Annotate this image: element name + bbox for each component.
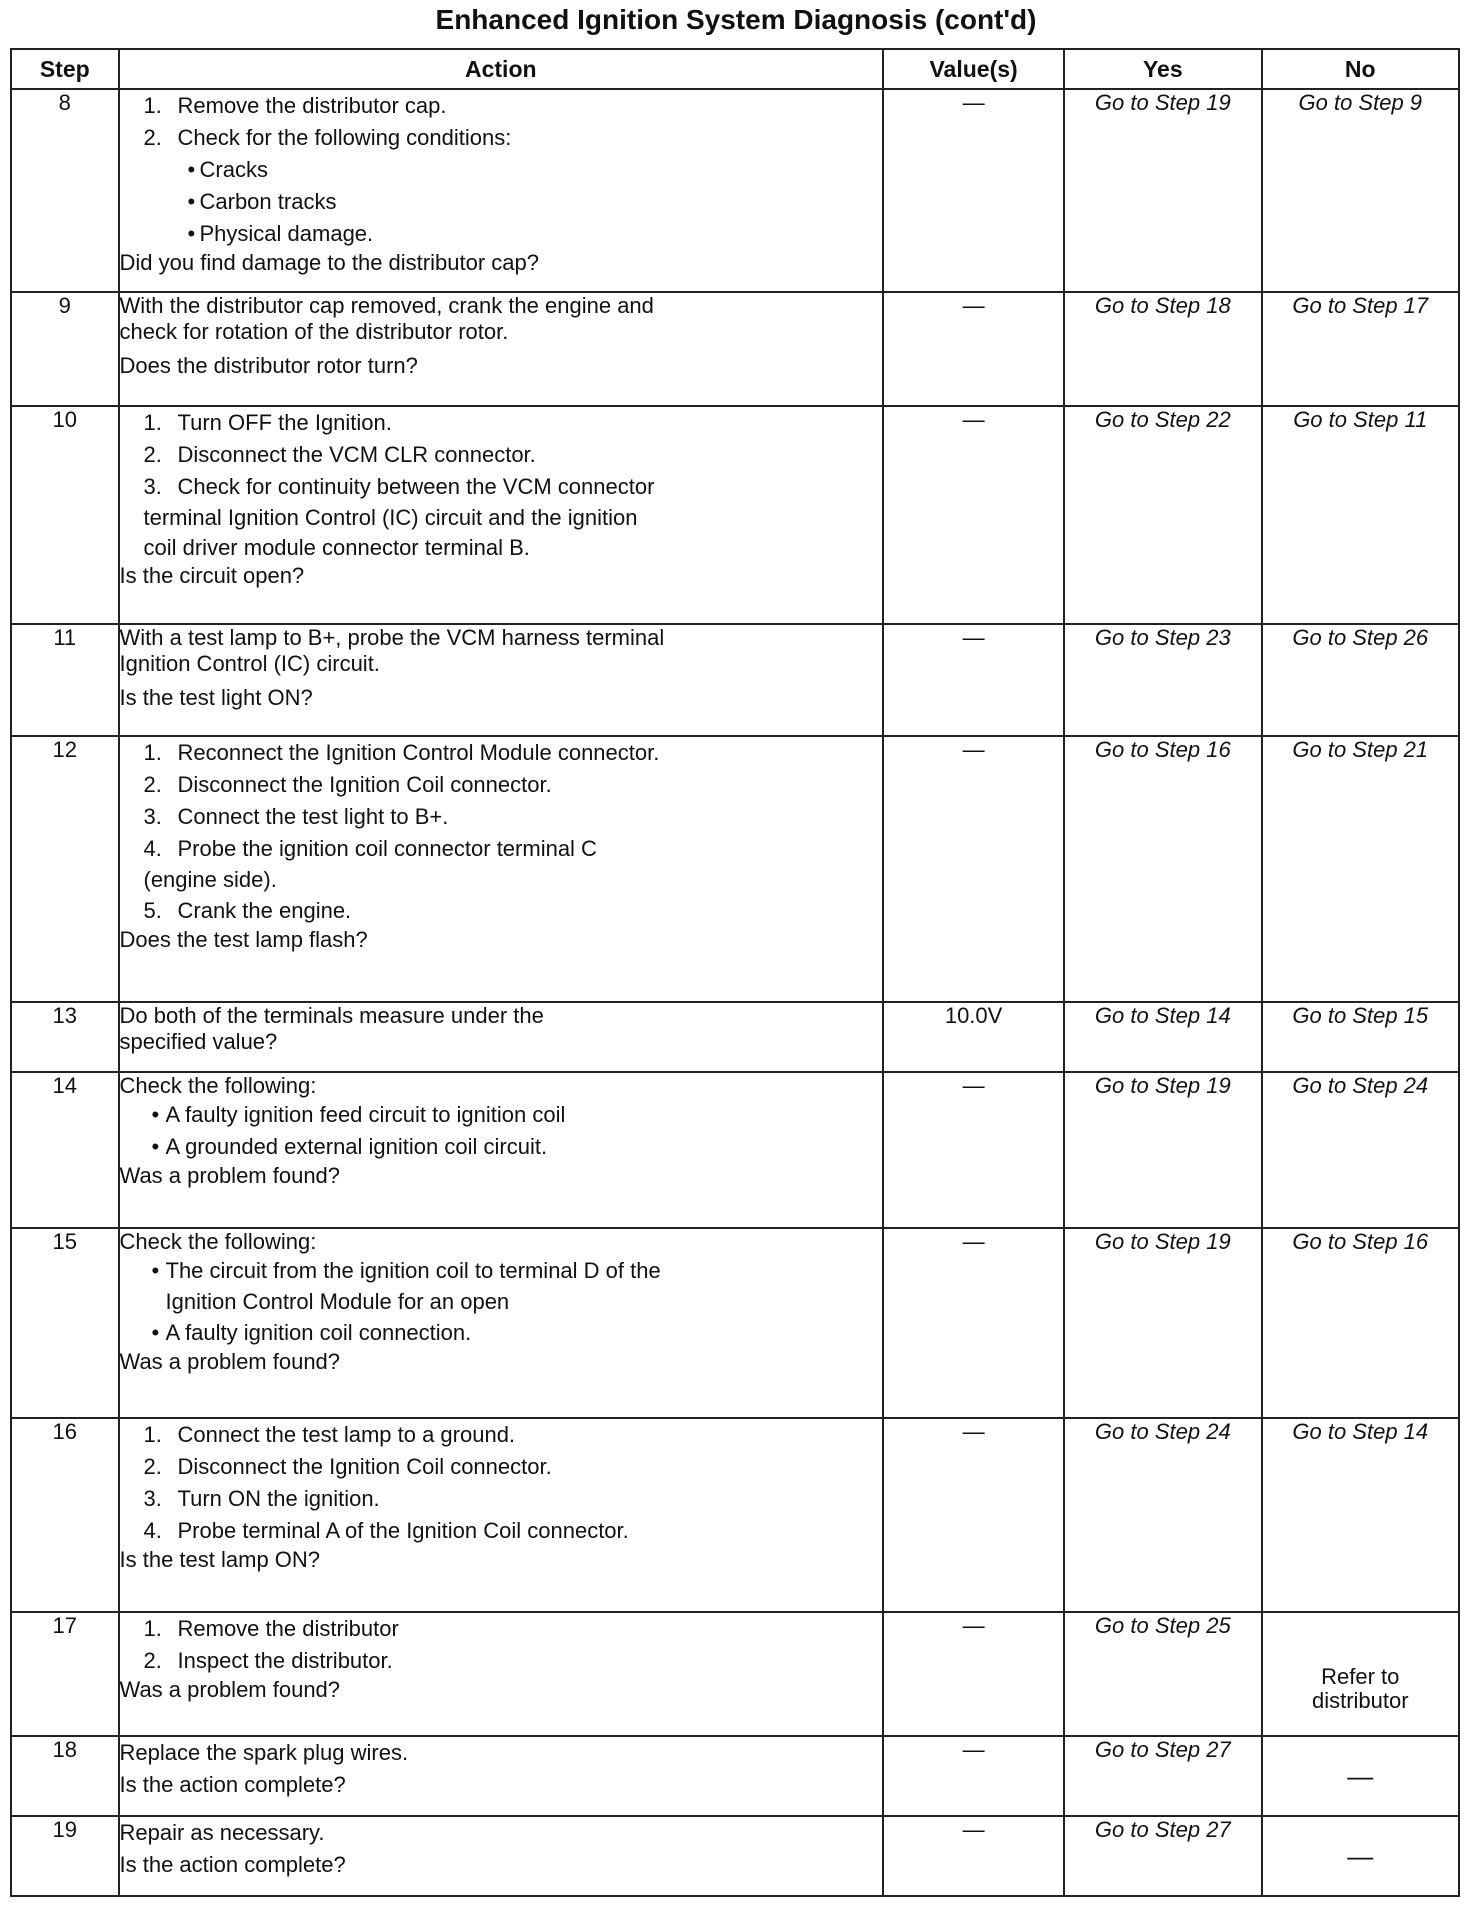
numbered-item: 4. Probe the ignition coil connector terminal C [143,836,597,861]
step-number: 16 [11,1418,119,1612]
no-cell: — [1262,1736,1459,1816]
question: Is the action complete? [119,1772,346,1797]
table-row [11,736,1459,1002]
numbered-item: 5. Crank the engine. [143,898,352,923]
value-cell: — [883,406,1064,624]
action-cell [119,1612,884,1736]
value-cell: — [883,1736,1064,1816]
table-row [11,1736,1459,1816]
yes-cell: Go to Step 18 [1064,292,1261,406]
numbered-item: 1. Connect the test lamp to a ground. [143,1422,516,1447]
numbered-item: 2. Disconnect the Ignition Coil connector. [143,772,552,797]
step-number: 9 [11,292,119,406]
bullet-item: • A faulty ignition feed circuit to ignition coil [120,1099,883,1131]
action-cell: With the distributor cap removed, crank the engine and check for rotation of the distributor rotor. Does the distributor rotor turn? [119,292,884,406]
bullet-item: • A grounded external ignition coil circuit. [120,1131,883,1163]
numbered-item: 2. Disconnect the Ignition Coil connector. [143,1454,552,1479]
no-cell: Go to Step 14 [1262,1418,1459,1612]
yes-cell: Go to Step 27 [1064,1736,1261,1816]
action-cell: Repair as necessary. Is the action complete? [119,1816,884,1896]
bullet-item: • The circuit from the ignition coil to terminal D of the [120,1255,883,1287]
bullet-icon: • [187,189,196,214]
action-cell [119,1418,884,1612]
numbered-item: 2. Disconnect the VCM CLR connector. [143,442,536,467]
step-number: 8 [11,89,119,292]
numbered-item: 1. Remove the distributor cap. [143,93,447,118]
yes-cell: Go to Step 27 [1064,1816,1261,1896]
numbered-item: 4. Probe terminal A of the Ignition Coil connector. [143,1518,629,1543]
yes-cell: Go to Step 24 [1064,1418,1261,1612]
no-cell: Go to Step 21 [1262,736,1459,1002]
header-row [11,49,1459,89]
step-number: 19 [11,1816,119,1896]
action-cell: Do both of the terminals measure under the specified value? [119,1002,884,1072]
action-cell: 1. Turn OFF the Ignition. 2. Disconnect the VCM CLR connector. 3. Check for continuity between the VCM connector terminal Ignition Control (IC) circuit and the ignition coil driver module connector terminal B. Is the circuit open? [119,406,884,624]
action-cell: Check the following: • A faulty ignition feed circuit to ignition coil • A grounded external ignition coil circuit. Was a problem found? [119,1072,884,1228]
yes-cell: Go to Step 14 [1064,1002,1261,1072]
no-cell: Go to Step 11 [1262,406,1459,624]
table-row [11,1816,1459,1896]
bullet-item: • Cracks [120,154,883,186]
header-action: Action [119,49,884,89]
value-cell: — [883,292,1064,406]
header-values: Value(s) [883,49,1064,89]
table-row [11,624,1459,736]
question: Is the action complete? [119,1852,346,1877]
no-cell: Go to Step 16 [1262,1228,1459,1418]
step-number: 15 [11,1228,119,1418]
question: Was a problem found? [119,1349,341,1374]
bullet-icon: • [151,1102,160,1127]
value-cell: 10.0V [883,1002,1064,1072]
table-row [11,89,1459,292]
step-number: 17 [11,1612,119,1736]
step-number: 10 [11,406,119,624]
value-cell: — [883,1072,1064,1228]
action-cell: 1. Reconnect the Ignition Control Module connector. 2. Disconnect the Ignition Coil connector. 3. Connect the test light to B+. 4. Probe the ignition coil connector terminal C (engine side). 5. Crank the engine. Does the test lamp flash? [119,736,884,1002]
bullet-icon: • [187,157,196,182]
no-cell: Go to Step 17 [1262,292,1459,406]
no-cell: Go to Step 15 [1262,1002,1459,1072]
step-number: 11 [11,624,119,736]
step-number: 13 [11,1002,119,1072]
table-row [11,1002,1459,1072]
no-cell: Go to Step 24 [1262,1072,1459,1228]
question: Is the test light ON? [119,685,313,710]
bullet-item: • Carbon tracks [120,186,883,218]
action-cell: Replace the spark plug wires. Is the action complete? [119,1736,884,1816]
numbered-item: 1. Reconnect the Ignition Control Module connector. [143,740,660,765]
table-row [11,1418,1459,1612]
bullet-item: • A faulty ignition coil connection. [120,1317,883,1349]
step-number: 14 [11,1072,119,1228]
question: Did you find damage to the distributor cap? [119,250,539,275]
value-cell: — [883,1228,1064,1418]
no-cell: Refer to distributor [1262,1612,1459,1736]
numbered-item: 1. Remove the distributor [143,1616,399,1641]
value-cell: — [883,1418,1064,1612]
no-cell: Go to Step 26 [1262,624,1459,736]
header-no: No [1262,49,1459,89]
value-cell: — [883,89,1064,292]
action-cell: With a test lamp to B+, probe the VCM harness terminal Ignition Control (IC) circuit. Is the test light ON? [119,624,884,736]
step-number: 18 [11,1736,119,1816]
step-number: 12 [11,736,119,1002]
question: Does the distributor rotor turn? [119,353,418,378]
bullet-icon: • [151,1320,160,1345]
yes-cell: Go to Step 19 [1064,89,1261,292]
bullet-icon: • [187,221,196,246]
question: Does the test lamp flash? [119,927,368,952]
page-title: Enhanced Ignition System Diagnosis (cont'd) [435,4,1037,35]
table-row [11,1228,1459,1418]
header-yes: Yes [1064,49,1261,89]
value-cell: — [883,624,1064,736]
action-cell: Check the following: • The circuit from the ignition coil to terminal D of the Ignition Control Module for an open • A faulty ignition coil connection. Was a problem found? [119,1228,884,1418]
question: Is the circuit open? [119,563,305,588]
bullet-icon: • [151,1134,160,1159]
yes-cell: Go to Step 23 [1064,624,1261,736]
numbered-item: 3. Turn ON the ignition. [143,1486,380,1511]
table-row [11,1612,1459,1736]
question: Is the test lamp ON? [119,1547,321,1572]
diagnosis-table [10,48,1460,1897]
value-cell: — [883,736,1064,1002]
question: Was a problem found? [119,1677,341,1702]
action-cell [119,89,884,292]
numbered-item: 3. Connect the test light to B+. [143,804,449,829]
question: Was a problem found? [119,1163,341,1188]
yes-cell: Go to Step 16 [1064,736,1261,1002]
numbered-item: 1. Turn OFF the Ignition. [143,410,392,435]
yes-cell: Go to Step 22 [1064,406,1261,624]
table-row [11,292,1459,406]
header-step: Step [11,49,119,89]
yes-cell: Go to Step 25 [1064,1612,1261,1736]
yes-cell: Go to Step 19 [1064,1072,1261,1228]
no-cell: Go to Step 9 [1262,89,1459,292]
no-cell: — [1262,1816,1459,1896]
value-cell: — [883,1816,1064,1896]
bullet-item: • Physical damage. [120,218,883,250]
value-cell: — [883,1612,1064,1736]
table-row [11,406,1459,624]
numbered-item: 3. Check for continuity between the VCM connector [143,474,655,499]
table-row [11,1072,1459,1228]
numbered-item: 2. Inspect the distributor. [143,1648,393,1673]
yes-cell: Go to Step 19 [1064,1228,1261,1418]
numbered-item: 2. Check for the following conditions: [143,125,512,150]
bullet-icon: • [151,1258,160,1283]
